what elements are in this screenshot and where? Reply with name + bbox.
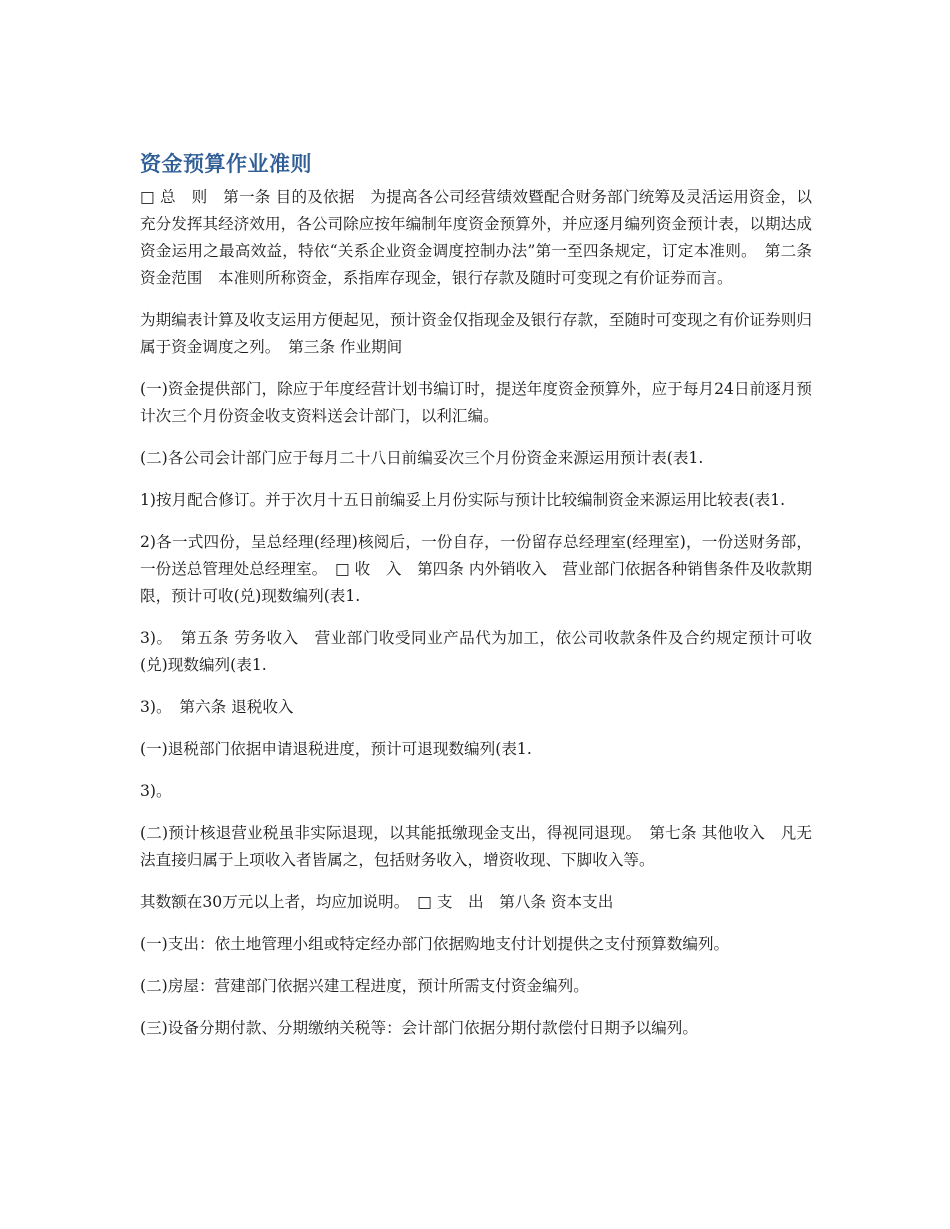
paragraph-11: (二)预计核退营业税虽非实际退现，以其能抵缴现金支出，得视同退现。 第七条 其他收入 凡无法直接归属于上项收入者皆属之，包括财务收入，增资收现、下脚收入等。 xyxy=(140,824,812,869)
paragraph-6: 2)各一式四份，呈总经理(经理)核阅后，一份自存，一份留存总经理室(经理室)，一份送财务部，一份送总管理处总经理室。 □ 收 入 第四条 内外销收入 营业部门依据各种销售条件及收款期限，预计可收(兑)现数编列(表1. xyxy=(140,533,812,605)
document-page xyxy=(140,148,812,1057)
paragraph-5: 1)按月配合修订。并于次月十五日前编妥上月份实际与预计比较编制资金来源运用比较表(表1. xyxy=(140,491,786,509)
paragraph-15: (三)设备分期付款、分期缴纳关税等：会计部门依据分期付款偿付日期予以编列。 xyxy=(140,1019,698,1037)
paragraph-7: 3)。 第五条 劳务收入 营业部门收受同业产品代为加工，依公司收款条件及合约规定预计可收(兑)现数编列(表1. xyxy=(140,629,812,674)
paragraph-4: (二)各公司会计部门应于每月二十八日前编妥次三个月份资金来源运用预计表(表1. xyxy=(140,449,704,467)
paragraph-12: 其数额在30万元以上者，均应加说明。 □ 支 出 第八条 资本支出 xyxy=(140,893,614,911)
document-title: 资金预算作业准则 xyxy=(140,152,312,176)
paragraph-14: (二)房屋：营建部门依据兴建工程进度，预计所需支付资金编列。 xyxy=(140,977,589,995)
paragraph-8: 3)。 第六条 退税收入 xyxy=(140,698,294,716)
paragraph-9: (一)退税部门依据申请退税进度，预计可退现数编列(表1. xyxy=(140,740,532,758)
paragraph-1: □ 总 则 第一条 目的及依据 为提高各公司经营绩效暨配合财务部门统筹及灵活运用资金，以充分发挥其经济效用，各公司除应按年编制年度资金预算外，并应逐月编列资金预计表，以期达成资金运用之最高效益，特依“关系企业资金调度控制办法”第一至四条规定，订定本准则。 第二条 资金范围 本准则所称资金，系指库存现金，银行存款及随时可变现之有价证券而言。 xyxy=(140,188,812,287)
paragraph-2: 为期编表计算及收支运用方便起见，预计资金仅指现金及银行存款，至随时可变现之有价证券则归属于资金调度之列。 第三条 作业期间 xyxy=(140,311,812,356)
paragraph-13: (一)支出：依土地管理小组或特定经办部门依据购地支付计划提供之支付预算数编列。 xyxy=(140,935,730,953)
paragraph-10: 3)。 xyxy=(140,782,172,800)
paragraph-3: (一)资金提供部门，除应于年度经营计划书编订时，提送年度资金预算外，应于每月24日前逐月预计次三个月份资金收支资料送会计部门，以利汇编。 xyxy=(140,380,812,425)
